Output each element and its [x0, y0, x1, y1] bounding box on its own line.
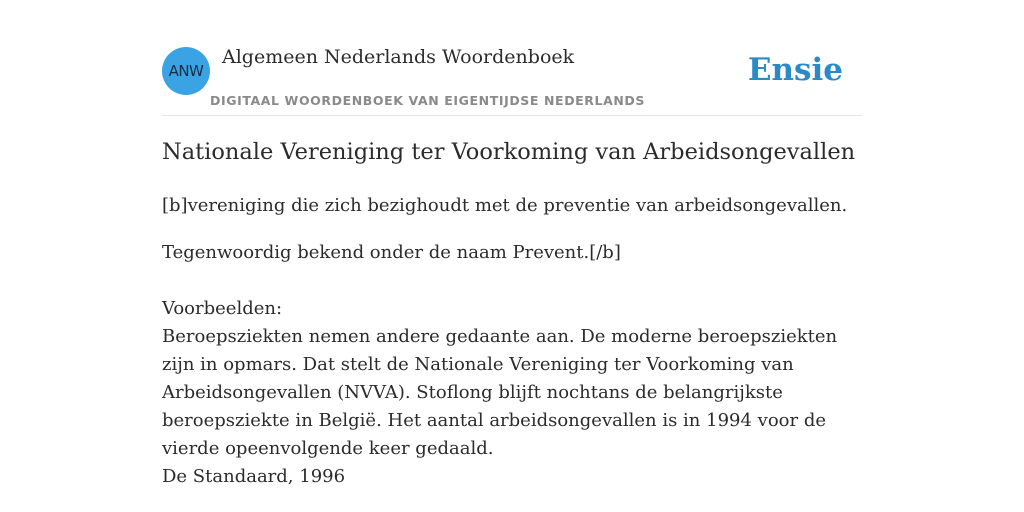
definition-line: Tegenwoordig bekend onder de naam Prevent.[/b] [162, 242, 621, 263]
example-text: Beroepsziekten nemen andere gedaante aan. De moderne beroepsziekten zijn in opmars. Dat stelt de Nationale Vereniging ter Voorkoming van Arbeidsongevallen (NVVA). Stoflong blijft nochtans de belangrijkste beroepsziekte in België. Het aantal arbeidsongevallen is in 1994 voor de vierde opeenvolgende keer gedaald. [162, 326, 838, 459]
entry-title: Nationale Vereniging ter Voorkoming van Arbeidsongevallen [162, 139, 856, 165]
site-header [162, 46, 862, 116]
site-subtitle: DIGITAAL WOORDENBOEK VAN EIGENTIJDSE NEDERLANDS [210, 93, 646, 108]
definition-line: [b]vereniging die zich bezighoudt met de preventie van arbeidsongevallen. [162, 195, 848, 216]
anw-logo[interactable]: ANW [162, 47, 210, 95]
header-divider [162, 115, 862, 116]
examples-label: Voorbeelden: [162, 298, 283, 319]
ensie-brand-link[interactable]: Ensie [747, 52, 843, 88]
example-source: De Standaard, 1996 [162, 466, 346, 487]
site-title[interactable]: Algemeen Nederlands Woordenboek [222, 46, 575, 68]
